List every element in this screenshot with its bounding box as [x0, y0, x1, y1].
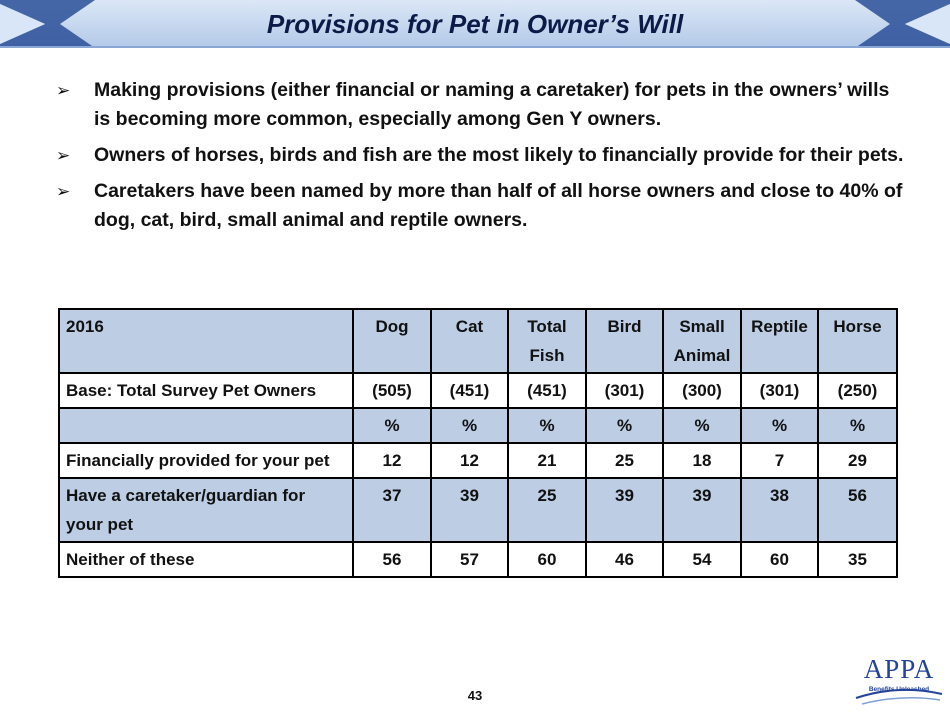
year-header: 2016	[59, 309, 353, 373]
row-label: Neither of these	[59, 542, 353, 577]
column-header: Small Animal	[663, 309, 741, 373]
column-header: Cat	[431, 309, 508, 373]
bullet-list	[56, 76, 906, 242]
table-cell: %	[586, 408, 663, 443]
table-cell: 54	[663, 542, 741, 577]
table-cell: %	[818, 408, 897, 443]
logo-tagline: Benefits Unleashed	[868, 686, 930, 693]
table-row-caretaker	[59, 478, 897, 542]
table-cell: 39	[586, 478, 663, 542]
row-label	[59, 408, 353, 443]
table-cell: (250)	[818, 373, 897, 408]
table-cell: (300)	[663, 373, 741, 408]
bullet-text: Owners of horses, birds and fish are the most likely to financially provide for their pets.	[94, 144, 904, 166]
title-banner	[0, 0, 950, 48]
table-cell: 29	[818, 443, 897, 478]
table-cell: %	[431, 408, 508, 443]
table-cell: 39	[663, 478, 741, 542]
table-cell: 12	[353, 443, 431, 478]
column-header: Total Fish	[508, 309, 586, 373]
table-cell: 60	[741, 542, 818, 577]
table-cell: (301)	[586, 373, 663, 408]
arrow-bullet-icon: ➢	[56, 146, 71, 165]
arrow-bullet-icon: ➢	[56, 182, 71, 201]
table-cell: %	[508, 408, 586, 443]
table-row-financial	[59, 443, 897, 478]
table-cell: 7	[741, 443, 818, 478]
column-header: Reptile	[741, 309, 818, 373]
table-cell: 18	[663, 443, 741, 478]
table-cell: 25	[586, 443, 663, 478]
logo-wordmark: APPA	[863, 654, 935, 684]
table-cell: 56	[353, 542, 431, 577]
table-row-percent	[59, 408, 897, 443]
table-cell: 38	[741, 478, 818, 542]
column-header: Bird	[586, 309, 663, 373]
table-cell: 56	[818, 478, 897, 542]
table-cell: %	[353, 408, 431, 443]
table-cell: 35	[818, 542, 897, 577]
provisions-table	[58, 308, 898, 578]
table-cell: 57	[431, 542, 508, 577]
bullet-item	[56, 141, 906, 170]
table-cell: %	[741, 408, 818, 443]
table-cell: (301)	[741, 373, 818, 408]
table-cell: 37	[353, 478, 431, 542]
table-header-row	[59, 309, 897, 373]
slide-title: Provisions for Pet in Owner’s Will	[266, 8, 684, 39]
table-cell: %	[663, 408, 741, 443]
page-number: 43	[467, 688, 483, 703]
appa-logo	[852, 654, 946, 710]
bullet-text: Caretakers have been named by more than half of all horse owners and close to 40% of dog, cat, bird, small animal and reptile owners.	[94, 180, 903, 231]
column-header: Dog	[353, 309, 431, 373]
table-cell: 21	[508, 443, 586, 478]
table-cell: (451)	[508, 373, 586, 408]
arrow-bullet-icon: ➢	[56, 81, 71, 100]
table-cell: 25	[508, 478, 586, 542]
row-label: Financially provided for your pet	[59, 443, 353, 478]
table-row-neither	[59, 542, 897, 577]
table-cell: 60	[508, 542, 586, 577]
table-cell: 12	[431, 443, 508, 478]
bullet-item	[56, 76, 906, 134]
table-cell: (451)	[431, 373, 508, 408]
table-cell: (505)	[353, 373, 431, 408]
table-cell: 46	[586, 542, 663, 577]
bullet-text: Making provisions (either financial or naming a caretaker) for pets in the owners’ wills is becoming more common, especially among Gen Y owners.	[94, 79, 890, 130]
table-row-base	[59, 373, 897, 408]
bullet-item	[56, 177, 906, 235]
row-label: Base: Total Survey Pet Owners	[59, 373, 353, 408]
column-header: Horse	[818, 309, 897, 373]
row-label: Have a caretaker/guardian for your pet	[59, 478, 353, 542]
table-cell: 39	[431, 478, 508, 542]
